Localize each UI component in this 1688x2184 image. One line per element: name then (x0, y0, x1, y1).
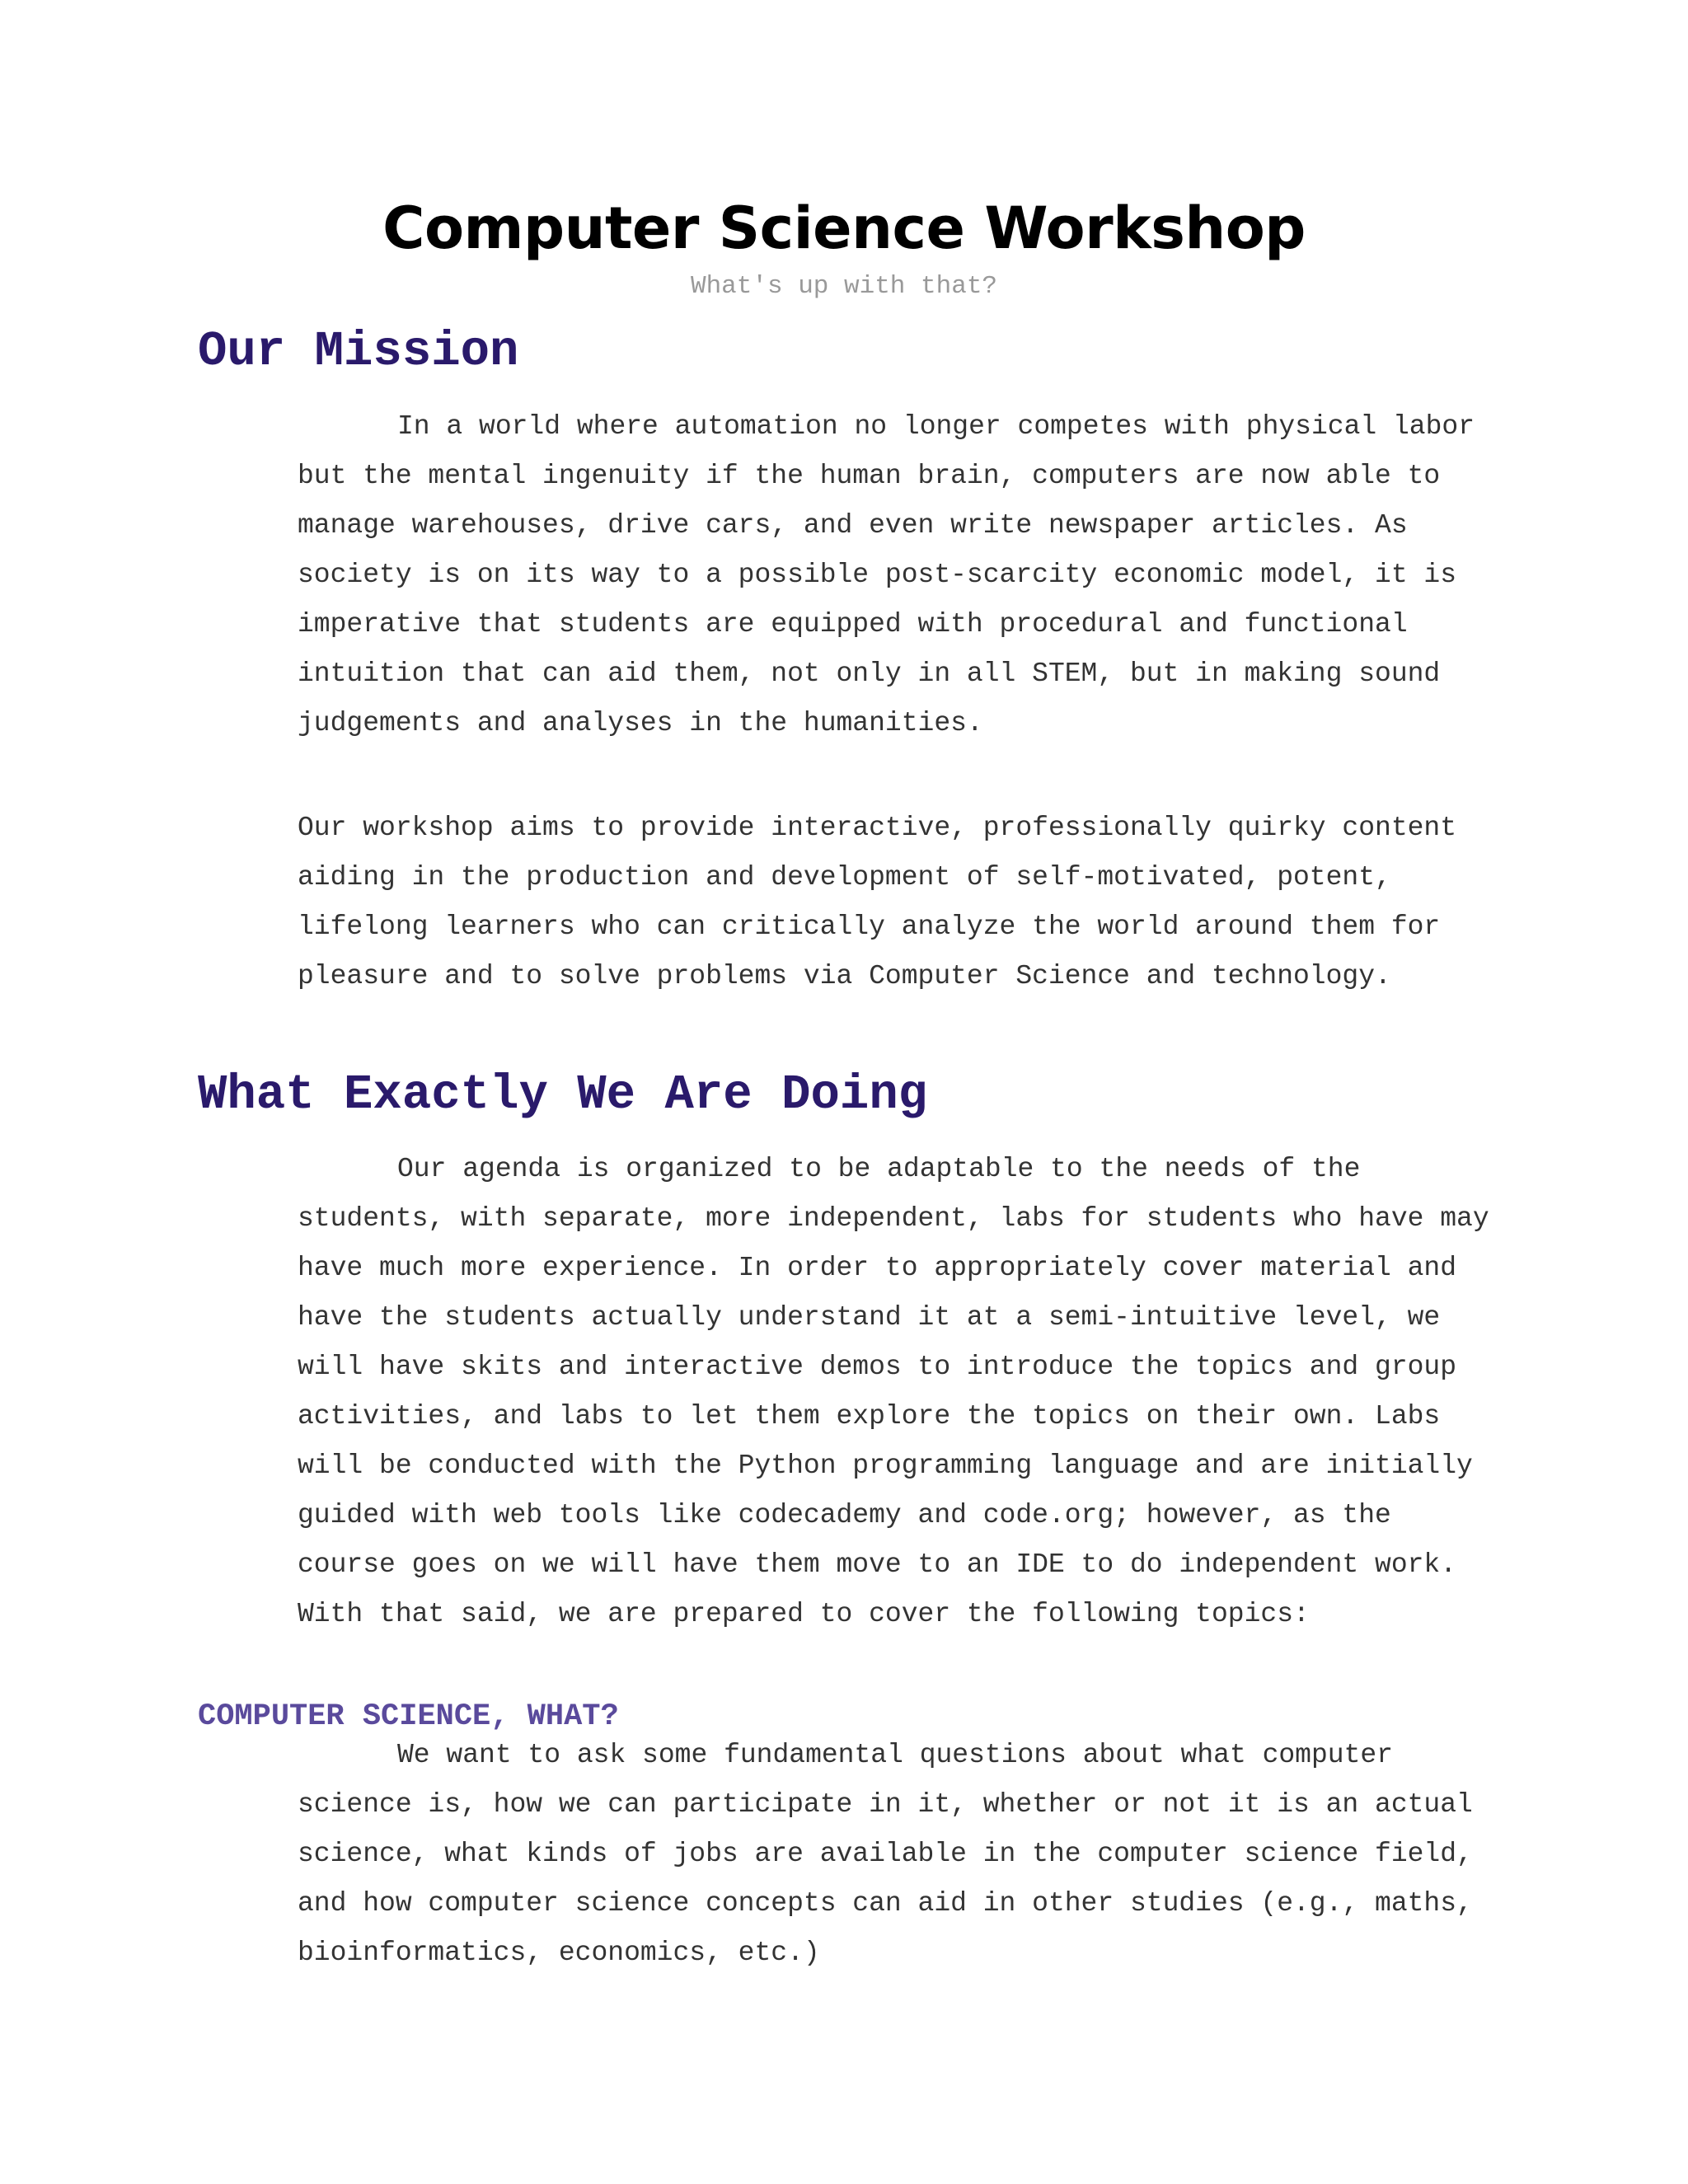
text-line: and how computer science concepts can aid in other studies (e.g., maths, (298, 1888, 1473, 1919)
text-line: Our agenda is organized to be adaptable to the needs of the (397, 1154, 1361, 1184)
text-line: science, what kinds of jobs are available in the computer science field, (298, 1839, 1473, 1869)
subsection-heading-cs-what: COMPUTER SCIENCE, WHAT? (198, 1699, 619, 1734)
mission-paragraph-2 (298, 804, 1456, 1001)
text-line: With that said, we are prepared to cover the following topics: (298, 1599, 1310, 1629)
page-subtitle: What's up with that? (690, 272, 998, 301)
text-line: bioinformatics, economics, etc.) (298, 1938, 820, 1968)
text-line: but the mental ingenuity if the human brain, computers are now able to (298, 461, 1441, 491)
text-line: guided with web tools like codecademy and code.org; however, as the (298, 1500, 1391, 1530)
page-title: Computer Science Workshop (382, 194, 1306, 262)
text-line: Our workshop aims to provide interactive, professionally quirky content (298, 813, 1457, 843)
text-line: pleasure and to solve problems via Computer Science and technology. (298, 961, 1391, 991)
text-line: aiding in the production and development of self-motivated, potent, (298, 862, 1391, 893)
text-line: have the students actually understand it at a semi-intuitive level, we (298, 1302, 1441, 1333)
text-line: science is, how we can participate in it, whether or not it is an actual (298, 1789, 1473, 1820)
text-line: course goes on we will have them move to an IDE to do independent work. (298, 1549, 1457, 1580)
text-line: We want to ask some fundamental questions about what computer (397, 1740, 1393, 1770)
text-line: judgements and analyses in the humanities. (298, 708, 983, 738)
text-line: lifelong learners who can critically analyze the world around them for (298, 912, 1441, 942)
text-line: activities, and labs to let them explore the topics on their own. Labs (298, 1401, 1441, 1432)
text-line: students, with separate, more independent, labs for students who have may (298, 1203, 1489, 1234)
text-line: In a world where automation no longer competes with physical labor (397, 411, 1475, 442)
text-line: society is on its way to a possible post-scarcity economic model, it is (298, 560, 1457, 590)
text-line: will be conducted with the Python programming language and are initially (298, 1451, 1473, 1481)
text-line: will have skits and interactive demos to introduce the topics and group (298, 1352, 1457, 1382)
section-heading-mission: Our Mission (198, 324, 519, 379)
cs-what-paragraph-1 (298, 1731, 1473, 1978)
mission-paragraph-1 (298, 402, 1475, 748)
section-heading-doing: What Exactly We Are Doing (198, 1067, 928, 1122)
text-line: have much more experience. In order to appropriately cover material and (298, 1253, 1457, 1283)
text-line: manage warehouses, drive cars, and even write newspaper articles. As (298, 510, 1408, 541)
doing-paragraph-1 (298, 1145, 1489, 1639)
text-line: intuition that can aid them, not only in all STEM, but in making sound (298, 658, 1441, 689)
text-line: imperative that students are equipped with procedural and functional (298, 609, 1408, 640)
